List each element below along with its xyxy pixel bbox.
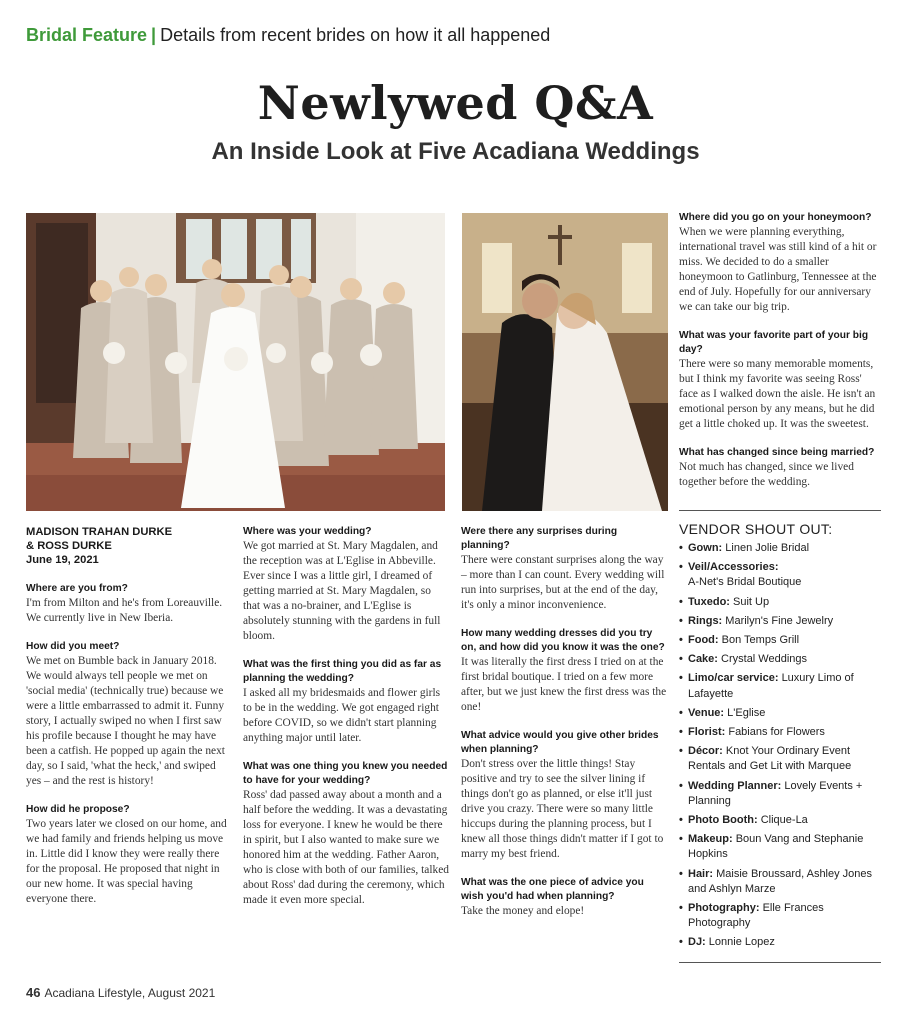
vendor-name: Clique-La xyxy=(760,814,808,827)
answer: Not much has changed, since we lived together before the wedding. xyxy=(679,461,854,488)
answer: There were so many memorable moments, but I think my favorite was seeing Ross' face as I walked down the aisle. He isn't an emotional person by any means, but he did get a little choked up. It was the sweetest. xyxy=(679,358,876,430)
bridal-party-photo xyxy=(26,213,445,511)
question: What was your favorite part of your big day? xyxy=(679,330,869,355)
answer: I asked all my bridesmaids and flower girls to be in the wedding. We got engaged right before COVID, so we didn't start planning anything major until later. xyxy=(243,687,441,744)
answer: We got married at St. Mary Magdalen, and the reception was at L'Eglise in Abbeville. Ever since I was a little girl, I dreamed of getting married at St. Mary Magdalen, so that was a no-brainer, and L'Eglise is absolutely stunning with the gardens in full bloom. xyxy=(243,540,441,642)
vendor-name: A-Net's Bridal Boutique xyxy=(688,576,802,589)
question: Where did you go on your honeymoon? xyxy=(679,212,872,223)
couple-names xyxy=(26,525,231,567)
article-column-3 xyxy=(461,525,667,933)
vendor-name: Boun Vang and Stephanie Hopkins xyxy=(688,833,864,861)
vendor-item xyxy=(679,867,881,897)
question: How many wedding dresses did you try on, and how did you know it was the one? xyxy=(461,628,665,653)
vendor-role: Rings: xyxy=(688,614,723,627)
vendor-item xyxy=(679,779,881,809)
vendor-divider-top xyxy=(679,510,881,511)
article-column-4 xyxy=(679,211,881,504)
publication-info: Acadiana Lifestyle, August 2021 xyxy=(44,986,216,1000)
section-label: Bridal Feature xyxy=(26,25,148,45)
vendor-name: Luxury Limo of Lafayette xyxy=(688,672,854,700)
vendor-list xyxy=(679,541,881,951)
vendor-role: Veil/Accessories: xyxy=(688,561,779,574)
vendor-name: Maisie Broussard, Ashley Jones and Ashlyn Marze xyxy=(688,867,873,895)
answer: Two years later we closed on our home, and we had family and friends helping us move in. Little did I know they were really there for the proposal. He proposed that night in our new home. It was special having everyone there. xyxy=(26,818,227,905)
page-subtitle: An Inside Look at Five Acadiana Weddings xyxy=(211,138,700,165)
vendor-item xyxy=(679,832,881,862)
vendor-item xyxy=(679,541,881,556)
vendor-name: Fabians for Flowers xyxy=(728,726,825,739)
vendor-role: Florist: xyxy=(688,726,726,739)
vendor-name: Lovely Events + Planning xyxy=(688,779,863,807)
vendor-name: Bon Temps Grill xyxy=(721,634,800,647)
answer: Don't stress over the little things! Stay positive and try to see the silver lining if things don't go as planned, or else it'll just drive you crazy. There were so many little hiccups during the planning process, but I knew all those things didn't matter if I got to marry my best friend. xyxy=(461,758,664,860)
vendor-name: Marilyn's Fine Jewelry xyxy=(725,614,834,627)
vendor-item xyxy=(679,652,881,667)
vendor-name: Linen Jolie Bridal xyxy=(725,542,810,554)
question: What has changed since being married? xyxy=(679,447,875,458)
vendor-item xyxy=(679,614,881,629)
vendor-item xyxy=(679,560,881,590)
vendor-role: Photography: xyxy=(688,902,760,915)
vendor-name: Crystal Weddings xyxy=(721,653,808,666)
question: How did he propose? xyxy=(26,804,130,815)
vendor-role: Tuxedo: xyxy=(688,595,730,608)
vendor-item xyxy=(679,725,881,740)
question: What was the first thing you did as far as planning the wedding? xyxy=(243,659,442,684)
answer: Ross' dad passed away about a month and a half before the wedding. It was a devastating loss for everyone. I knew he would be there in spirit, but I also wanted to make sure we honored him at the wedding. Father Aaron, who is close with both of our families, talked about Ross' dad during the ceremony, which made it even more special. xyxy=(243,789,449,906)
vendor-role: Hair: xyxy=(688,867,714,880)
vendor-role: DJ: xyxy=(688,936,706,949)
vendor-item xyxy=(679,744,881,774)
answer: There were constant surprises along the way – more than I can count. Every wedding will run into surprises, but at the end of the day, it's only a minor inconvenience. xyxy=(461,554,665,611)
vendor-name: Elle Frances Photography xyxy=(688,902,824,930)
answer: It was literally the first dress I tried on at the first bridal boutique. I tried on a few more after, but we just knew the first dress was the one! xyxy=(461,656,667,713)
vendor-shout-out xyxy=(679,521,881,955)
article-column-1 xyxy=(26,525,231,921)
answer: I'm from Milton and he's from Loreauville. We currently live in New Iberia. xyxy=(26,597,223,624)
vendor-title: VENDOR SHOUT OUT: xyxy=(679,521,833,537)
question: Were there any surprises during planning? xyxy=(461,526,618,551)
vendor-role: Cake: xyxy=(688,653,718,666)
vendor-item xyxy=(679,706,881,721)
groom-name: & ROSS DURKE xyxy=(26,540,112,552)
vendor-role: Wedding Planner: xyxy=(688,779,782,792)
vendor-name: L'Eglise xyxy=(727,706,766,719)
vendor-role: Venue: xyxy=(688,706,725,719)
answer: When we were planning everything, international travel was still kind of a hit or miss. We decided to do a smaller honeymoon to Gatlinburg, Tennessee at the end of July. Hopefully for our anniversary we can take our big trip. xyxy=(679,226,877,313)
vendor-item xyxy=(679,813,881,828)
section-tagline: Details from recent brides on how it all happened xyxy=(160,25,551,45)
vendor-name: Lonnie Lopez xyxy=(708,936,775,949)
page-number: 46 xyxy=(26,985,41,1000)
couple-photo xyxy=(462,213,668,511)
article-column-2 xyxy=(243,525,450,922)
vendor-name: Knot Your Ordinary Event Rentals and Get Lit with Marquee xyxy=(688,745,852,773)
vendor-divider-bottom xyxy=(679,962,881,963)
vendor-item xyxy=(679,633,881,648)
header-separator: | xyxy=(151,25,157,45)
vendor-role: Makeup: xyxy=(688,833,733,846)
question: What was the one piece of advice you wish you'd had when planning? xyxy=(461,877,644,902)
vendor-name: Suit Up xyxy=(733,595,770,608)
bride-name: MADISON TRAHAN DURKE xyxy=(26,526,173,538)
answer: Take the money and elope! xyxy=(461,905,585,917)
page-footer xyxy=(26,985,215,1000)
vendor-item xyxy=(679,671,881,701)
question: What advice would you give other brides when planning? xyxy=(461,730,659,755)
section-header xyxy=(26,25,550,46)
vendor-item xyxy=(679,935,881,950)
question: How did you meet? xyxy=(26,641,120,652)
vendor-role: Décor: xyxy=(688,745,723,758)
vendor-item xyxy=(679,595,881,610)
answer: We met on Bumble back in January 2018. We would always tell people we met on 'social media' (technically true) because we were a little embarrassed to admit it. Funny story, I actually swiped no when I first saw his profile because I thought he may have been a catfish. He popped up again the next day, so I said, 'what the heck,' and swiped yes – and the rest is history! xyxy=(26,655,225,787)
question: Where are you from? xyxy=(26,583,128,594)
vendor-role: Food: xyxy=(688,634,719,647)
question: Where was your wedding? xyxy=(243,526,372,537)
vendor-role: Photo Booth: xyxy=(688,814,758,827)
vendor-item xyxy=(679,901,881,931)
wedding-date: June 19, 2021 xyxy=(26,554,99,566)
page-title: Newlywed Q&A xyxy=(257,76,654,130)
vendor-role: Limo/car service: xyxy=(688,672,779,685)
vendor-role: Gown: xyxy=(688,542,723,554)
question: What was one thing you knew you needed to have for your wedding? xyxy=(243,761,448,786)
